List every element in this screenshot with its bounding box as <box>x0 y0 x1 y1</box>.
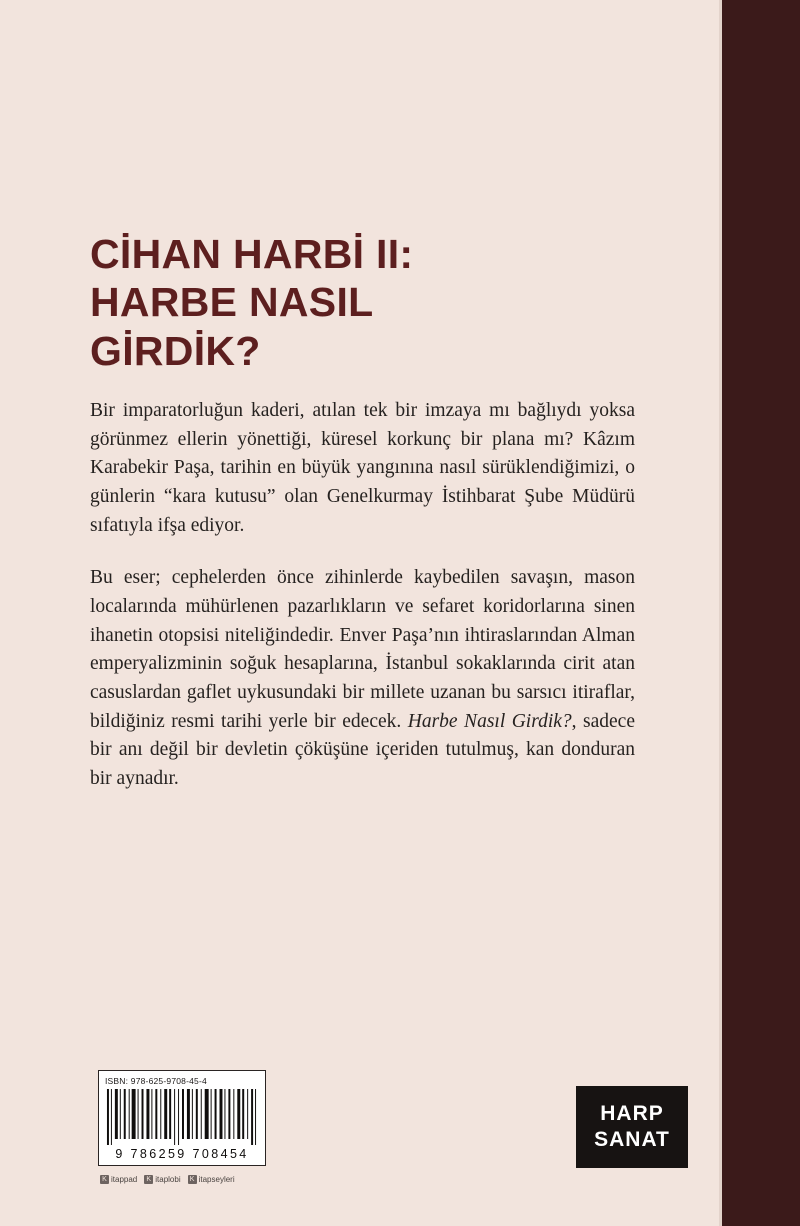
blurb-paragraph-2-text: Bu eser; cephelerden önce zihinlerde kaybedilen savaşın, mason localarında mühürlenen pazarlıkların ve sefaret koridorlarına sinen ihanetin otopsisi niteliğindedir. Enver Paşa’nın ihtiraslarından Alman emperyalizminin soğuk hesaplarına, İstanbul sokaklarında cirit atan casuslardan gaflet uykusundaki bir millete uzanan bu sarsıcı itiraflar, bildiğiniz resmi tarihi yerle bir edecek. <box>90 567 635 732</box>
barcode-box <box>98 1070 266 1166</box>
retailer-label-3: itapseyleri <box>198 1175 235 1184</box>
page-title <box>90 230 635 375</box>
blurb-paragraph-2-tail: , sadece bir anı değil bir devletin çöküşüne içeriden tutulmuş, kan donduran bir aynadır. <box>90 710 635 789</box>
isbn-label: ISBN: 978-625-9708-45-4 <box>105 1076 207 1086</box>
title-line-1: CİHAN HARBİ II: <box>90 231 414 277</box>
blurb-paragraph-2 <box>90 564 635 793</box>
blurb-paragraph-1: Bir imparatorluğun kaderi, atılan tek bir imzaya mı bağlıydı yoksa görünmez ellerin yönettiği, küresel korkunç bir plana mı? Kâzım Karabekir Paşa, tarihin en büyük yangınına nasıl sürüklendiğimizi, o günlerin “kara kutusu” olan Genelkurmay İstihbarat Şube Müdürü sıfatıyla ifşa ediyor. <box>90 400 635 536</box>
cover-content <box>90 230 635 794</box>
barcode-digits: 9 786259 708454 <box>115 1147 249 1161</box>
barcode-icon <box>105 1089 259 1145</box>
spine-strip <box>722 0 800 1226</box>
title-line-3: GİRDİK? <box>90 327 261 374</box>
publisher-logo <box>576 1086 688 1168</box>
publisher-line-1: HARP <box>600 1102 664 1126</box>
blurb-book-title-italic: Harbe Nasıl Girdik? <box>407 710 572 732</box>
retailer-mark-icon: K <box>144 1175 153 1184</box>
title-line-2: HARBE NASIL <box>90 279 374 326</box>
retailer-logos <box>98 1175 266 1184</box>
retailer-label-2: itaplobi <box>155 1175 181 1184</box>
retailer-label-1: itappad <box>111 1175 138 1184</box>
retailer-mark-icon: K <box>188 1175 197 1184</box>
retailer-logo-1 <box>100 1175 137 1184</box>
retailer-logo-3 <box>188 1175 235 1184</box>
retailer-mark-icon: K <box>100 1175 109 1184</box>
publisher-line-2: SANAT <box>594 1128 670 1151</box>
barcode-block <box>98 1070 266 1184</box>
retailer-logo-2 <box>144 1175 180 1184</box>
